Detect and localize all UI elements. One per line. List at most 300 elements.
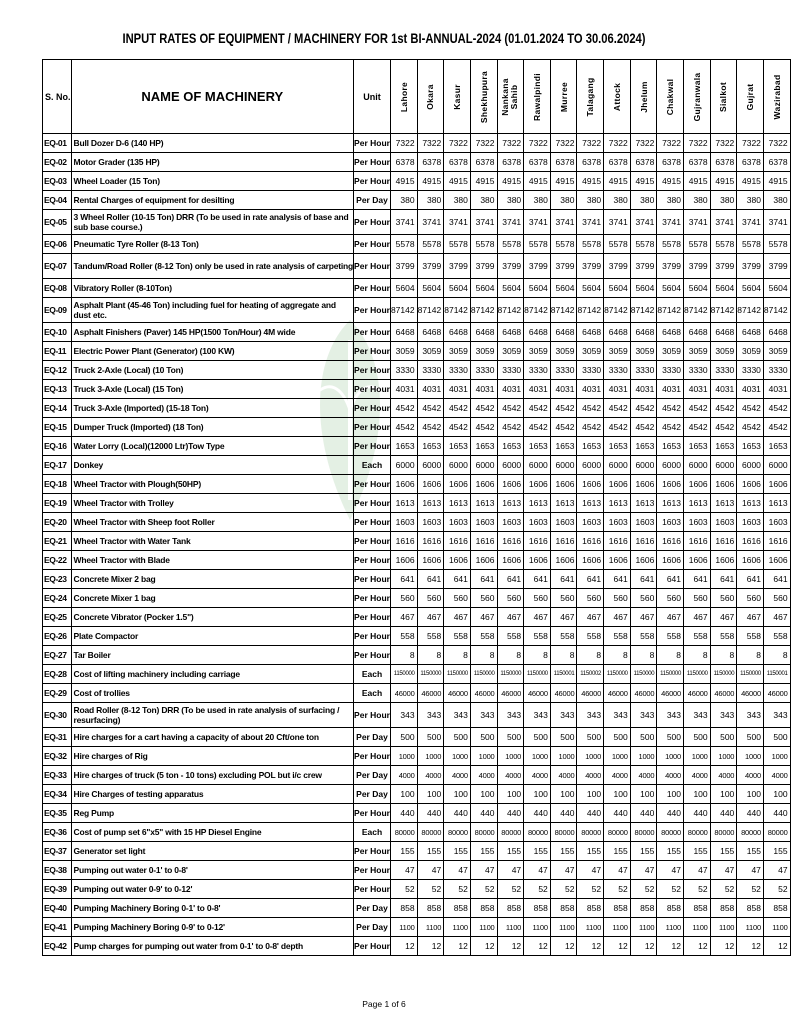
row-machinery-name: Hire charges of Rig: [71, 747, 354, 766]
rate-cell: 46000: [390, 684, 417, 703]
rate-cell: 500: [524, 728, 551, 747]
rate-cell: 3741: [524, 210, 551, 235]
rate-cell: 1653: [710, 437, 737, 456]
rate-cell: 155: [577, 842, 604, 861]
rate-cell: 1150000: [524, 665, 551, 684]
rate-cell: 5604: [684, 279, 711, 298]
rate-cell: 87142: [763, 298, 790, 323]
row-machinery-name: Hire charges for a cart having a capacity of about 20 Cft/one ton: [71, 728, 354, 747]
row-unit: Per Hour: [354, 279, 391, 298]
rate-cell: 440: [604, 804, 631, 823]
rate-cell: 80000: [763, 823, 790, 842]
rate-cell: 3799: [710, 254, 737, 279]
rate-cell: 6468: [497, 323, 524, 342]
rate-cell: 8: [630, 646, 657, 665]
rate-cell: 100: [417, 785, 444, 804]
rate-cell: 380: [657, 191, 684, 210]
row-machinery-name: Bull Dozer D-6 (140 HP): [71, 134, 354, 153]
rate-cell: 3741: [737, 210, 764, 235]
row-code: EQ-13: [43, 380, 72, 399]
row-unit: Per Hour: [354, 608, 391, 627]
row-machinery-name: Generator set light: [71, 842, 354, 861]
table-row: [43, 380, 791, 399]
rate-cell: 380: [470, 191, 497, 210]
row-machinery-name: Pumping Machinery Boring 0-1' to 0-8': [71, 899, 354, 918]
rate-cell: 100: [737, 785, 764, 804]
rate-cell: 467: [417, 608, 444, 627]
rate-cell: 4000: [710, 766, 737, 785]
rate-cell: 440: [550, 804, 577, 823]
rate-cell: 3799: [630, 254, 657, 279]
table-row: [43, 361, 791, 380]
rate-cell: 641: [444, 570, 471, 589]
rate-cell: 500: [657, 728, 684, 747]
table-row: [43, 298, 791, 323]
row-unit: Per Hour: [354, 210, 391, 235]
rate-cell: 4031: [390, 380, 417, 399]
rate-cell: 47: [444, 861, 471, 880]
rate-cell: 1150000: [657, 665, 684, 684]
row-machinery-name: Truck 3-Axle (Local) (15 Ton): [71, 380, 354, 399]
rate-cell: 1606: [577, 475, 604, 494]
rate-cell: 4542: [604, 418, 631, 437]
rate-cell: 343: [577, 703, 604, 728]
row-machinery-name: Rental Charges of equipment for desilting: [71, 191, 354, 210]
rate-cell: 858: [630, 899, 657, 918]
header-sno: S. No.: [43, 60, 72, 134]
rate-cell: 3059: [390, 342, 417, 361]
rate-cell: 5578: [684, 235, 711, 254]
rate-cell: 5578: [657, 235, 684, 254]
rate-cell: 1616: [390, 532, 417, 551]
rate-cell: 3741: [710, 210, 737, 235]
table-row: [43, 456, 791, 475]
table-row: [43, 842, 791, 861]
rate-cell: 380: [710, 191, 737, 210]
rate-cell: 1150001: [763, 665, 790, 684]
rate-cell: 87142: [684, 298, 711, 323]
rate-cell: 1150000: [497, 665, 524, 684]
rate-cell: 1616: [470, 532, 497, 551]
table-row: [43, 418, 791, 437]
rate-cell: 343: [657, 703, 684, 728]
rate-cell: 1616: [630, 532, 657, 551]
rate-cell: 4542: [604, 399, 631, 418]
rate-cell: 52: [657, 880, 684, 899]
rate-cell: 467: [470, 608, 497, 627]
rate-cell: 380: [390, 191, 417, 210]
rate-cell: 858: [710, 899, 737, 918]
rate-cell: 52: [710, 880, 737, 899]
rate-cell: 1653: [657, 437, 684, 456]
rate-cell: 6000: [630, 456, 657, 475]
rate-cell: 4542: [550, 418, 577, 437]
table-row: [43, 494, 791, 513]
rate-cell: 4031: [763, 380, 790, 399]
rate-cell: 467: [497, 608, 524, 627]
rate-cell: 4000: [444, 766, 471, 785]
rate-cell: 1100: [684, 918, 711, 937]
row-unit: Per Hour: [354, 399, 391, 418]
rate-cell: 3059: [737, 342, 764, 361]
rate-cell: 4031: [444, 380, 471, 399]
rate-cell: 1150002: [577, 665, 604, 684]
rate-cell: 1100: [470, 918, 497, 937]
row-unit: Per Hour: [354, 589, 391, 608]
rate-cell: 1100: [657, 918, 684, 937]
table-row: [43, 323, 791, 342]
rate-cell: 87142: [390, 298, 417, 323]
rate-cell: 12: [710, 937, 737, 956]
rate-cell: 1613: [763, 494, 790, 513]
rate-cell: 440: [444, 804, 471, 823]
rate-cell: 47: [657, 861, 684, 880]
rate-cell: 1100: [763, 918, 790, 937]
row-unit: Per Hour: [354, 380, 391, 399]
rate-cell: 6468: [550, 323, 577, 342]
rate-cell: 1606: [763, 551, 790, 570]
header-city-label: Attock: [611, 82, 622, 111]
rate-cell: 52: [737, 880, 764, 899]
rates-table: [42, 59, 791, 956]
rate-cell: 467: [604, 608, 631, 627]
table-row: [43, 823, 791, 842]
rate-cell: 5578: [630, 235, 657, 254]
row-unit: Per Hour: [354, 342, 391, 361]
rate-cell: 100: [657, 785, 684, 804]
rate-cell: 46000: [417, 684, 444, 703]
rate-cell: 3799: [417, 254, 444, 279]
header-city: [550, 60, 577, 134]
rate-cell: 1000: [763, 747, 790, 766]
row-machinery-name: Reg Pump: [71, 804, 354, 823]
rate-cell: 560: [417, 589, 444, 608]
rate-cell: 560: [470, 589, 497, 608]
rate-cell: 46000: [497, 684, 524, 703]
rate-cell: 6000: [737, 456, 764, 475]
rate-cell: 155: [417, 842, 444, 861]
rate-cell: 7322: [710, 134, 737, 153]
rate-cell: 500: [497, 728, 524, 747]
row-machinery-name: Wheel Tractor with Water Tank: [71, 532, 354, 551]
rate-cell: 100: [684, 785, 711, 804]
row-machinery-name: Pump charges for pumping out water from 0-1' to 0-8' depth: [71, 937, 354, 956]
rate-cell: 1603: [657, 513, 684, 532]
rate-cell: 3330: [497, 361, 524, 380]
rate-cell: 500: [577, 728, 604, 747]
rate-cell: 6000: [497, 456, 524, 475]
rate-cell: 47: [577, 861, 604, 880]
header-city-label: Wazirabad: [771, 74, 782, 119]
header-city: [763, 60, 790, 134]
rate-cell: 560: [444, 589, 471, 608]
row-code: EQ-26: [43, 627, 72, 646]
row-code: EQ-14: [43, 399, 72, 418]
row-unit: Per Day: [354, 785, 391, 804]
rate-cell: 440: [630, 804, 657, 823]
rate-cell: 4031: [470, 380, 497, 399]
rate-cell: 47: [390, 861, 417, 880]
rate-cell: 641: [550, 570, 577, 589]
rate-cell: 4031: [684, 380, 711, 399]
rate-cell: 1603: [550, 513, 577, 532]
rate-cell: 3741: [390, 210, 417, 235]
rate-cell: 858: [737, 899, 764, 918]
rate-cell: 52: [524, 880, 551, 899]
rate-cell: 6378: [684, 153, 711, 172]
row-code: EQ-41: [43, 918, 72, 937]
row-code: EQ-37: [43, 842, 72, 861]
rate-cell: 1653: [604, 437, 631, 456]
row-code: EQ-31: [43, 728, 72, 747]
rate-cell: 3330: [684, 361, 711, 380]
rate-cell: 8: [710, 646, 737, 665]
row-machinery-name: Hire Charges of testing apparatus: [71, 785, 354, 804]
rate-cell: 7322: [630, 134, 657, 153]
rate-cell: 7322: [470, 134, 497, 153]
row-code: EQ-34: [43, 785, 72, 804]
rate-cell: 87142: [444, 298, 471, 323]
rate-cell: 47: [497, 861, 524, 880]
rate-cell: 6468: [524, 323, 551, 342]
rate-cell: 1100: [390, 918, 417, 937]
rate-cell: 6000: [550, 456, 577, 475]
rate-cell: 641: [577, 570, 604, 589]
rate-cell: 100: [763, 785, 790, 804]
header-city-label: Shekhupura: [478, 70, 489, 123]
rate-cell: 4000: [470, 766, 497, 785]
header-city: [684, 60, 711, 134]
rate-cell: 6378: [444, 153, 471, 172]
rate-cell: 100: [524, 785, 551, 804]
rate-cell: 52: [630, 880, 657, 899]
rate-cell: 12: [390, 937, 417, 956]
header-city-label: Kasur: [452, 83, 463, 110]
rate-cell: 641: [604, 570, 631, 589]
rate-cell: 380: [737, 191, 764, 210]
rate-cell: 46000: [577, 684, 604, 703]
rate-cell: 558: [604, 627, 631, 646]
table-row: [43, 703, 791, 728]
row-unit: Per Hour: [354, 747, 391, 766]
rate-cell: 100: [390, 785, 417, 804]
rate-cell: 500: [390, 728, 417, 747]
row-machinery-name: Road Roller (8-12 Ton) DRR (To be used in rate analysis of surfacing / resurfacing): [71, 703, 354, 728]
rate-cell: 1653: [737, 437, 764, 456]
rate-cell: 3741: [550, 210, 577, 235]
rate-cell: 1606: [390, 551, 417, 570]
rate-cell: 1150000: [470, 665, 497, 684]
rate-cell: 4542: [497, 399, 524, 418]
rate-cell: 558: [524, 627, 551, 646]
rate-cell: 1606: [577, 551, 604, 570]
row-code: EQ-35: [43, 804, 72, 823]
rate-cell: 3330: [390, 361, 417, 380]
rate-cell: 100: [710, 785, 737, 804]
rate-cell: 100: [630, 785, 657, 804]
rate-cell: 52: [417, 880, 444, 899]
rate-cell: 6000: [524, 456, 551, 475]
rate-cell: 4542: [657, 399, 684, 418]
header-unit: Unit: [354, 60, 391, 134]
rate-cell: 1100: [550, 918, 577, 937]
rate-cell: 47: [737, 861, 764, 880]
rate-cell: 4915: [390, 172, 417, 191]
rate-cell: 4915: [657, 172, 684, 191]
rate-cell: 1000: [470, 747, 497, 766]
rate-cell: 7322: [763, 134, 790, 153]
rate-cell: 343: [444, 703, 471, 728]
header-city-label: Gujranwala: [691, 72, 702, 121]
rate-cell: 3059: [604, 342, 631, 361]
rate-cell: 3330: [470, 361, 497, 380]
rate-cell: 1606: [737, 475, 764, 494]
rate-cell: 3059: [497, 342, 524, 361]
rate-cell: 1603: [630, 513, 657, 532]
row-code: EQ-22: [43, 551, 72, 570]
rate-cell: 1100: [497, 918, 524, 937]
rate-cell: 380: [577, 191, 604, 210]
rate-cell: 4915: [684, 172, 711, 191]
rate-cell: 858: [763, 899, 790, 918]
rate-cell: 47: [710, 861, 737, 880]
rate-cell: 12: [577, 937, 604, 956]
rate-cell: 1606: [710, 475, 737, 494]
rate-cell: 80000: [444, 823, 471, 842]
rate-cell: 80000: [497, 823, 524, 842]
rate-cell: 1613: [710, 494, 737, 513]
rate-cell: 5604: [577, 279, 604, 298]
rate-cell: 558: [710, 627, 737, 646]
rate-cell: 4915: [470, 172, 497, 191]
rate-cell: 4031: [550, 380, 577, 399]
rate-cell: 1653: [390, 437, 417, 456]
rate-cell: 560: [763, 589, 790, 608]
rate-cell: 8: [763, 646, 790, 665]
table-row: [43, 861, 791, 880]
rate-cell: 6000: [390, 456, 417, 475]
rate-cell: 52: [763, 880, 790, 899]
rate-cell: 155: [657, 842, 684, 861]
rate-cell: 343: [550, 703, 577, 728]
rate-cell: 12: [630, 937, 657, 956]
rate-cell: 12: [417, 937, 444, 956]
rate-cell: 380: [497, 191, 524, 210]
rate-cell: 1606: [630, 551, 657, 570]
rate-cell: 4000: [417, 766, 444, 785]
rate-cell: 467: [657, 608, 684, 627]
rate-cell: 1603: [737, 513, 764, 532]
rate-cell: 12: [657, 937, 684, 956]
rate-cell: 8: [497, 646, 524, 665]
rate-cell: 8: [524, 646, 551, 665]
row-unit: Each: [354, 665, 391, 684]
rate-cell: 6000: [710, 456, 737, 475]
header-row: [43, 60, 791, 134]
row-unit: Each: [354, 456, 391, 475]
rate-cell: 1653: [470, 437, 497, 456]
row-machinery-name: Concrete Mixer 1 bag: [71, 589, 354, 608]
rate-cell: 440: [710, 804, 737, 823]
rate-cell: 380: [444, 191, 471, 210]
rate-cell: 1150000: [604, 665, 631, 684]
rate-cell: 6000: [604, 456, 631, 475]
rate-cell: 1613: [737, 494, 764, 513]
rate-cell: 4542: [710, 418, 737, 437]
rate-cell: 6000: [763, 456, 790, 475]
rate-cell: 1616: [684, 532, 711, 551]
row-code: EQ-39: [43, 880, 72, 899]
row-machinery-name: Tandum/Road Roller (8-12 Ton) only be used in rate analysis of carpeting: [71, 254, 354, 279]
rate-cell: 4542: [684, 399, 711, 418]
rate-cell: 440: [763, 804, 790, 823]
table-row: [43, 608, 791, 627]
rate-cell: 7322: [390, 134, 417, 153]
rate-cell: 641: [524, 570, 551, 589]
rate-cell: 3330: [550, 361, 577, 380]
rate-cell: 858: [604, 899, 631, 918]
rate-cell: 3059: [550, 342, 577, 361]
rate-cell: 641: [684, 570, 711, 589]
rate-cell: 380: [604, 191, 631, 210]
table-row: [43, 279, 791, 298]
rate-cell: 47: [417, 861, 444, 880]
rate-cell: 8: [417, 646, 444, 665]
rate-cell: 5604: [417, 279, 444, 298]
rate-cell: 4542: [710, 399, 737, 418]
rate-cell: 6378: [710, 153, 737, 172]
row-unit: Each: [354, 684, 391, 703]
rate-cell: 3799: [550, 254, 577, 279]
rate-cell: 155: [684, 842, 711, 861]
rate-cell: 641: [497, 570, 524, 589]
rate-cell: 1653: [550, 437, 577, 456]
rate-cell: 87142: [470, 298, 497, 323]
row-code: EQ-27: [43, 646, 72, 665]
rate-cell: 6468: [444, 323, 471, 342]
rate-cell: 46000: [630, 684, 657, 703]
rate-cell: 467: [550, 608, 577, 627]
rate-cell: 6000: [417, 456, 444, 475]
rate-cell: 87142: [497, 298, 524, 323]
rate-cell: 5604: [390, 279, 417, 298]
rate-cell: 6378: [417, 153, 444, 172]
rate-cell: 3330: [417, 361, 444, 380]
row-unit: Per Hour: [354, 842, 391, 861]
rate-cell: 558: [737, 627, 764, 646]
rate-cell: 1616: [444, 532, 471, 551]
rate-cell: 1606: [684, 551, 711, 570]
rate-cell: 440: [470, 804, 497, 823]
rate-cell: 3330: [657, 361, 684, 380]
row-machinery-name: Pumping Machinery Boring 0-9' to 0-12': [71, 918, 354, 937]
table-row: [43, 785, 791, 804]
row-unit: Per Day: [354, 918, 391, 937]
rate-cell: 4031: [737, 380, 764, 399]
rate-cell: 7322: [657, 134, 684, 153]
row-unit: Per Hour: [354, 513, 391, 532]
header-city: [657, 60, 684, 134]
rate-cell: 1616: [417, 532, 444, 551]
row-machinery-name: 3 Wheel Roller (10-15 Ton) DRR (To be used in rate analysis of base and sub base course.): [71, 210, 354, 235]
header-city: [470, 60, 497, 134]
rate-cell: 1100: [524, 918, 551, 937]
rate-cell: 343: [737, 703, 764, 728]
rate-cell: 4542: [444, 399, 471, 418]
header-city-label: Talagang: [585, 76, 596, 117]
rate-cell: 6468: [763, 323, 790, 342]
table-row: [43, 665, 791, 684]
